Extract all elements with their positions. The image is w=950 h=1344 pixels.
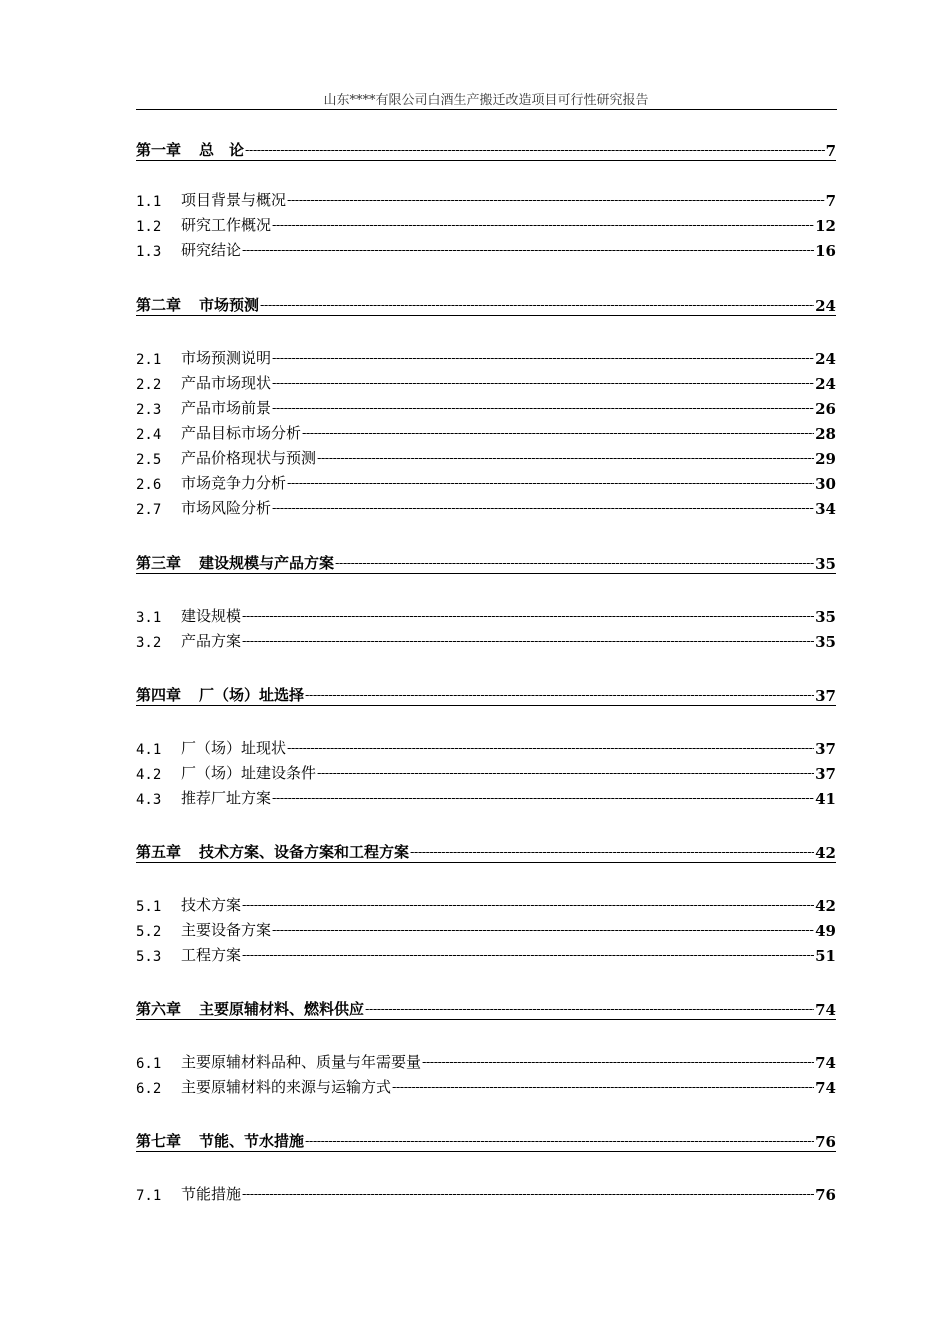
- dot-leader: [305, 1131, 814, 1151]
- toc-entry-title: 产品价格现状与预测: [181, 449, 317, 467]
- toc-entry-number: 2.7: [136, 502, 162, 518]
- dot-leader: [260, 295, 814, 315]
- toc-entry-title: 节能、节水措施: [199, 1132, 305, 1150]
- toc-entry-title: 产品市场前景: [181, 399, 272, 417]
- toc-entry-title: 产品目标市场分析: [181, 424, 302, 442]
- toc-entry-title: 项目背景与概况: [181, 191, 287, 209]
- dot-leader: [272, 920, 814, 940]
- toc-entry-number: 6.2: [136, 1081, 162, 1097]
- toc-entry-number: 第六章: [136, 1000, 182, 1018]
- toc-entry-title: 厂（场）址现状: [181, 739, 287, 757]
- toc-entry-number: 4.2: [136, 767, 162, 783]
- toc-section-entry[interactable]: [136, 498, 836, 518]
- toc-section-entry[interactable]: [136, 423, 836, 443]
- toc-entry-number: 1.1: [136, 194, 162, 210]
- toc-entry-number: 2.1: [136, 352, 162, 368]
- toc-entry-title: 节能措施: [181, 1185, 242, 1203]
- dot-leader: [272, 215, 814, 235]
- toc-section-entry[interactable]: [136, 738, 836, 758]
- toc-entry-title: 市场风险分析: [181, 499, 272, 517]
- toc-page-number: 34: [815, 500, 836, 518]
- toc-section-entry[interactable]: [136, 945, 836, 965]
- toc-page-number: 76: [815, 1186, 836, 1204]
- toc-page-number: 37: [815, 740, 836, 758]
- toc-section-entry[interactable]: [136, 190, 836, 210]
- dot-leader: [287, 738, 814, 758]
- toc-entry-title: 总 论: [199, 141, 245, 159]
- toc-entry-number: 3.2: [136, 635, 162, 651]
- dot-leader: [245, 140, 825, 160]
- toc-entry-number: 5.2: [136, 924, 162, 940]
- toc-entry-number: 2.3: [136, 402, 162, 418]
- dot-leader: [302, 423, 814, 443]
- dot-leader: [287, 473, 814, 493]
- toc-entry-title: 推荐厂址方案: [181, 789, 272, 807]
- toc-entry-number: 2.4: [136, 427, 162, 443]
- toc-page-number: 12: [815, 217, 836, 235]
- toc-entry-number: 第七章: [136, 1132, 182, 1150]
- toc-page-number: 7: [825, 142, 836, 160]
- toc-page-number: 30: [815, 475, 836, 493]
- toc-entry-title: 厂（场）址选择: [199, 686, 305, 704]
- toc-page-number: 7: [825, 192, 836, 210]
- toc-entry-number: 3.1: [136, 610, 162, 626]
- toc-section-entry[interactable]: [136, 763, 836, 783]
- toc-page-number: 16: [815, 242, 836, 260]
- toc-section-entry[interactable]: [136, 1077, 836, 1097]
- toc-entry-number: 2.2: [136, 377, 162, 393]
- toc-section-entry[interactable]: [136, 788, 836, 808]
- dot-leader: [410, 842, 814, 862]
- toc-entry-number: 第二章: [136, 296, 182, 314]
- dot-leader: [317, 763, 814, 783]
- dot-leader: [272, 373, 814, 393]
- toc-page-number: 29: [815, 450, 836, 468]
- toc-entry-number: 1.2: [136, 219, 162, 235]
- toc-entry-title: 主要设备方案: [181, 921, 272, 939]
- toc-entry-title: 建设规模与产品方案: [199, 554, 335, 572]
- toc-entry-title: 技术方案、设备方案和工程方案: [199, 843, 410, 861]
- toc-chapter-entry[interactable]: [136, 140, 836, 161]
- toc-page-number: 24: [815, 297, 836, 315]
- toc-section-entry[interactable]: [136, 398, 836, 418]
- toc-entry-title: 技术方案: [181, 896, 242, 914]
- toc-entry-title: 研究工作概况: [181, 216, 272, 234]
- dot-leader: [272, 498, 814, 518]
- running-header: 山东****有限公司白酒生产搬迁改造项目可行性研究报告: [323, 93, 649, 108]
- toc-entry-title: 产品市场现状: [181, 374, 272, 392]
- toc-page-number: 41: [815, 790, 836, 808]
- toc-section-entry[interactable]: [136, 606, 836, 626]
- toc-section-entry[interactable]: [136, 920, 836, 940]
- toc-page-number: 37: [815, 765, 836, 783]
- dot-leader: [242, 945, 814, 965]
- toc-page-number: 37: [815, 687, 836, 705]
- toc-entry-number: 4.3: [136, 792, 162, 808]
- toc-entry-title: 市场预测: [199, 296, 260, 314]
- toc-entry-number: 第一章: [136, 141, 182, 159]
- dot-leader: [305, 685, 814, 705]
- dot-leader: [287, 190, 825, 210]
- toc-section-entry[interactable]: [136, 240, 836, 260]
- toc-page-number: 35: [815, 633, 836, 651]
- toc-section-entry[interactable]: [136, 1052, 836, 1072]
- toc-entry-number: 第五章: [136, 843, 182, 861]
- toc-page-number: 42: [815, 897, 836, 915]
- toc-entry-number: 2.6: [136, 477, 162, 493]
- toc-entry-number: 7.1: [136, 1188, 162, 1204]
- toc-page-number: 74: [815, 1054, 836, 1072]
- toc-section-entry[interactable]: [136, 631, 836, 651]
- toc-chapter-entry[interactable]: [136, 685, 836, 706]
- header-rule: [136, 109, 837, 110]
- toc-page-number: 51: [815, 947, 836, 965]
- dot-leader: [335, 553, 814, 573]
- dot-leader: [242, 606, 814, 626]
- dot-leader: [242, 631, 814, 651]
- toc-section-entry[interactable]: [136, 473, 836, 493]
- toc-page-number: 42: [815, 844, 836, 862]
- dot-leader: [242, 895, 814, 915]
- toc-page-number: 35: [815, 608, 836, 626]
- toc-entry-number: 5.3: [136, 949, 162, 965]
- toc-entry-number: 第三章: [136, 554, 182, 572]
- toc-section-entry[interactable]: [136, 215, 836, 235]
- dot-leader: [272, 398, 814, 418]
- toc-chapter-entry[interactable]: [136, 1131, 836, 1152]
- toc-entry-title: 主要原辅材料品种、质量与年需要量: [181, 1053, 422, 1071]
- dot-leader: [422, 1052, 814, 1072]
- toc-entry-number: 1.3: [136, 244, 162, 260]
- toc-chapter-entry[interactable]: [136, 553, 836, 574]
- toc-chapter-entry[interactable]: [136, 295, 836, 316]
- toc-page-number: 74: [815, 1001, 836, 1019]
- toc-chapter-entry[interactable]: [136, 842, 836, 863]
- toc-entry-title: 市场竞争力分析: [181, 474, 287, 492]
- toc-entry-number: 5.1: [136, 899, 162, 915]
- toc-page-number: 26: [815, 400, 836, 418]
- toc-page-number: 24: [815, 350, 836, 368]
- dot-leader: [272, 788, 814, 808]
- toc-page-number: 24: [815, 375, 836, 393]
- toc-entry-title: 主要原辅材料的来源与运输方式: [181, 1078, 392, 1096]
- toc-entry-title: 厂（场）址建设条件: [181, 764, 317, 782]
- toc-entry-title: 工程方案: [181, 946, 242, 964]
- toc-entry-title: 产品方案: [181, 632, 242, 650]
- toc-entry-number: 6.1: [136, 1056, 162, 1072]
- dot-leader: [272, 348, 814, 368]
- dot-leader: [317, 448, 814, 468]
- toc-page-number: 28: [815, 425, 836, 443]
- toc-section-entry[interactable]: [136, 895, 836, 915]
- toc-section-entry[interactable]: [136, 373, 836, 393]
- toc-entry-number: 第四章: [136, 686, 182, 704]
- dot-leader: [242, 1184, 814, 1204]
- toc-entry-title: 研究结论: [181, 241, 242, 259]
- toc-entry-title: 建设规模: [181, 607, 242, 625]
- toc-entry-title: 市场预测说明: [181, 349, 272, 367]
- toc-page-number: 76: [815, 1133, 836, 1151]
- toc-page-number: 35: [815, 555, 836, 573]
- toc-entry-number: 2.5: [136, 452, 162, 468]
- dot-leader: [242, 240, 814, 260]
- toc-chapter-entry[interactable]: [136, 999, 836, 1020]
- toc-page-number: 74: [815, 1079, 836, 1097]
- toc-entry-number: 4.1: [136, 742, 162, 758]
- dot-leader: [392, 1077, 814, 1097]
- toc-section-entry[interactable]: [136, 348, 836, 368]
- toc-section-entry[interactable]: [136, 1184, 836, 1204]
- toc-page-number: 49: [815, 922, 836, 940]
- toc-entry-title: 主要原辅材料、燃料供应: [199, 1000, 365, 1018]
- dot-leader: [365, 999, 814, 1019]
- toc-section-entry[interactable]: [136, 448, 836, 468]
